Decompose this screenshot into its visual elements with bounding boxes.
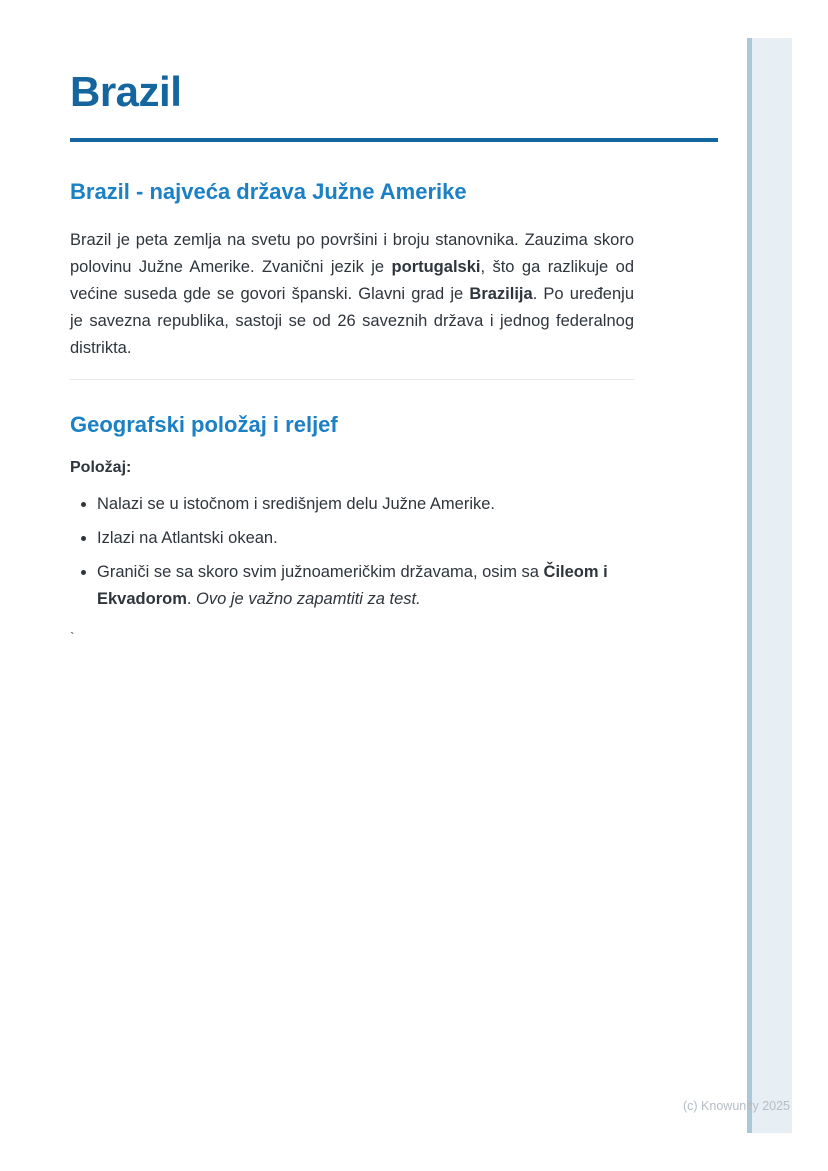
- footer-credit: (c) Knowunity 2025: [683, 1099, 791, 1113]
- title-rule: [70, 138, 718, 142]
- section-heading-geography: Geografski položaj i reljef: [70, 412, 338, 437]
- section-divider: [70, 379, 634, 380]
- location-label: Položaj:: [70, 459, 132, 476]
- text-block: [70, 178, 634, 645]
- list-item: • Izlazi na Atlantski okean.: [97, 525, 634, 552]
- section-heading-intro: Brazil - najveća država Južne Amerike: [70, 179, 467, 204]
- list-item: • Nalazi se u istočnom i središnjem delu Južne Amerike.: [97, 491, 634, 518]
- list-item: • Graniči se sa skoro svim južnoameričkim državama, osim sa Čileom i Ekvadorom. Ovo je važno zapamtiti za test.: [97, 559, 634, 613]
- location-list: [70, 491, 634, 613]
- page-content: [70, 0, 718, 645]
- page-title: Brazil: [70, 68, 182, 115]
- stray-character: `: [70, 629, 75, 645]
- intro-paragraph: Brazil je peta zemlja na svetu po površini i broju stanovnika. Zauzima skoro polovinu Južne Amerike. Zvanični jezik je portugalski, što ga razlikuje od većine suseda gde se govori španski. Glavni grad je Brazilija. Po uređenju je savezna republika, sastoji se od 26 saveznih država i jednog federalnog distrikta.: [70, 231, 634, 357]
- page-right-edge-bar: [747, 38, 792, 1133]
